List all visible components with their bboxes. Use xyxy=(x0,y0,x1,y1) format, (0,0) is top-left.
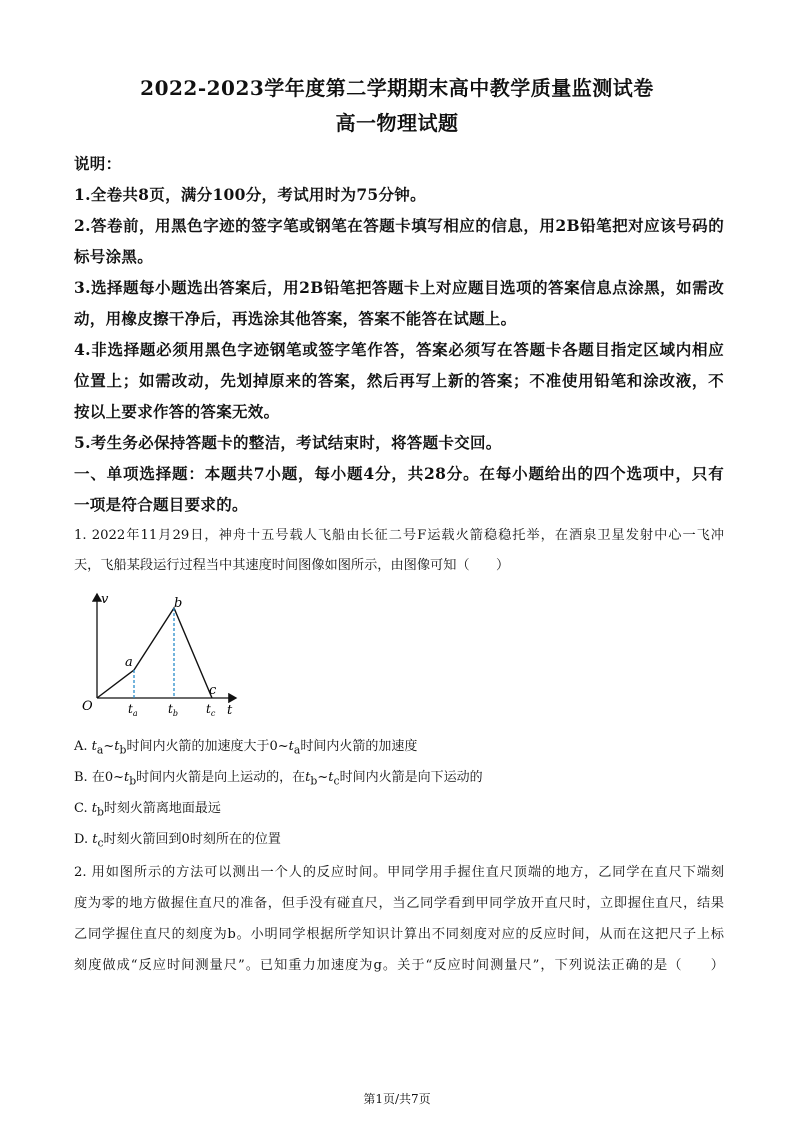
question-1-option-c: C. $t_b$时刻火箭离地面最远 xyxy=(74,801,221,819)
instruction-item-4-line-1: 4.非选择题必须用黑色字迹钢笔或签字笔作答，答案必须写在答题卡各题目指定区域内相应 xyxy=(74,340,724,359)
instruction-item-3-line-1: 3.选择题每小题选出答案后，用2B铅笔把答题卡上对应题目选项的答案信息点涂黑，如需改 xyxy=(74,278,724,297)
question-1-option-d: D. $t_c$时刻火箭回到0时刻所在的位置 xyxy=(74,832,281,850)
section-heading-line-1: 一、单项选择题：本题共7小题，每小题4分，共28分。在每小题给出的四个选项中，只有 xyxy=(74,464,724,483)
instruction-item-4-line-3: 按以上要求作答的答案无效。 xyxy=(74,402,280,421)
vt-graph-tick-b: $t_b$ xyxy=(168,702,178,718)
page-number: 第1页/共7页 xyxy=(363,1092,431,1106)
vt-graph-point-a: a xyxy=(125,655,133,670)
question-2-stem-line-2: 度为零的地方做握住直尺的准备，但手没有碰直尺，当乙同学看到甲同学放开直尺时，立即握住直尺，结果 xyxy=(74,896,724,911)
vt-graph-point-c: c xyxy=(209,683,217,698)
question-1-option-a: A. $t_a\sim t_b$时间内火箭的加速度大于$0\sim t_a$时间内火箭的加速度 xyxy=(74,739,418,757)
question-1-option-b: B. 在$0\sim t_b$时间内火箭是向上运动的，在$t_b\sim t_c$时间内火箭是向下运动的 xyxy=(74,770,483,788)
exam-title: 2022-2023学年度第二学期期末高中教学质量监测试卷 xyxy=(140,76,654,100)
instruction-item-4-line-2: 位置上；如需改动，先划掉原来的答案，然后再写上新的答案；不准使用铅笔和涂改液，不 xyxy=(74,371,724,390)
section-heading-line-2: 一项是符合题目要求的。 xyxy=(74,495,248,514)
vt-graph-y-label: v xyxy=(101,592,109,607)
question-2-stem-line-4: 刻度做成“反应时间测量尺”。已知重力加速度为g。关于“反应时间测量尺”，下列说法正确的是（ ） xyxy=(74,958,724,973)
question-1-stem-line-2: 天，飞船某段运行过程当中其速度时间图像如图所示，由图像可知（ ） xyxy=(74,558,510,573)
question-1-stem-line-1: 1. 2022年11月29日，神舟十五号载人飞船由长征二号F运载火箭稳稳托举，在酒泉卫星发射中心一飞冲 xyxy=(74,528,724,543)
vt-graph-point-b: b xyxy=(174,596,183,611)
vt-graph-x-label: t xyxy=(227,703,233,718)
instruction-item-2-line-2: 标号涂黑。 xyxy=(74,247,154,266)
instruction-item-1: 1.全卷共8页，满分100分，考试用时为75分钟。 xyxy=(74,185,426,204)
question-2-stem-line-1: 2. 用如图所示的方法可以测出一个人的反应时间。甲同学用手握住直尺顶端的地方，乙同学在直尺下端刻 xyxy=(74,865,724,880)
instruction-item-2-line-1: 2.答卷前，用黑色字迹的签字笔或钢笔在答题卡填写相应的信息，用2B铅笔把对应该号码的 xyxy=(74,216,724,235)
vt-graph-origin-label: O xyxy=(82,699,93,714)
vt-graph-curve xyxy=(97,608,212,698)
instructions-heading: 说明： xyxy=(74,154,122,173)
exam-subtitle: 高一物理试题 xyxy=(335,111,459,135)
question-2-stem-line-3: 乙同学握住直尺的刻度为b。小明同学根据所学知识计算出不同刻度对应的反应时间，从而在这把尺子上标 xyxy=(74,927,724,942)
vt-graph-tick-c: $t_c$ xyxy=(206,702,216,718)
instruction-item-5: 5.考生务必保持答题卡的整洁，考试结束时，将答题卡交回。 xyxy=(74,433,502,452)
instruction-item-3-line-2: 动，用橡皮擦干净后，再选涂其他答案，答案不能答在试题上。 xyxy=(74,309,517,328)
vt-graph xyxy=(70,588,250,718)
vt-graph-tick-a: $t_a$ xyxy=(128,702,138,718)
